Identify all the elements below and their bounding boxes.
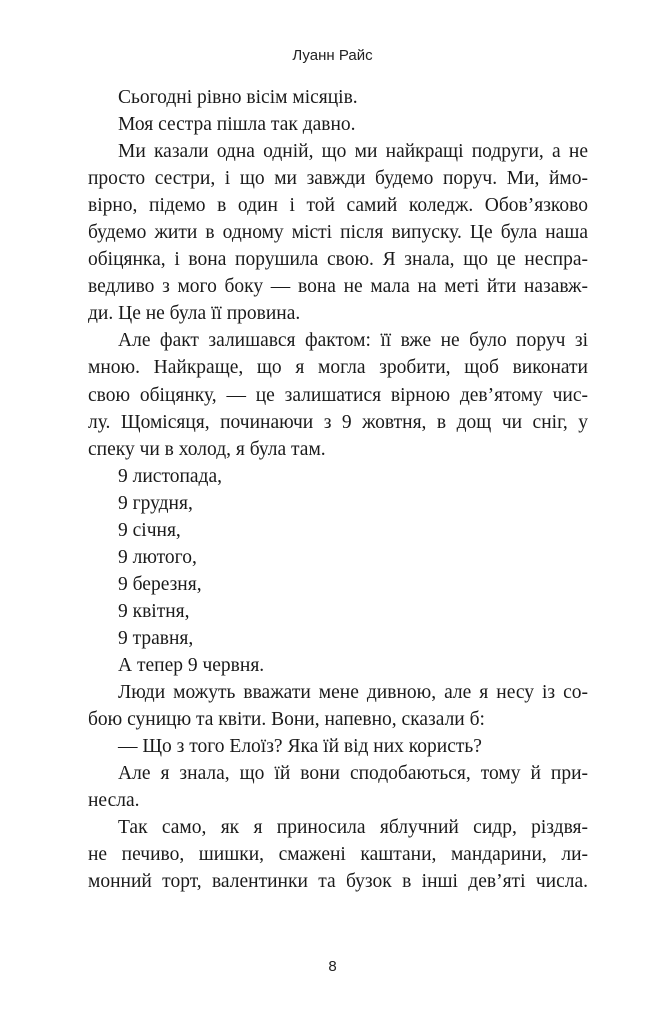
paragraph — [88, 84, 588, 111]
text-line: монний торт, валентинки та бузок в інші дев’яті числа. — [88, 871, 588, 893]
paragraph — [88, 490, 588, 517]
text-line: мною. Найкраще, що я могла зробити, щоб виконати — [88, 357, 588, 379]
running-header-author: Луанн Райс — [292, 47, 373, 64]
text-line: Але факт залишався фактом: її вже не було поруч зі — [118, 330, 588, 352]
text-line: — Що з того Елоїз? Яка їй від них користь? — [118, 736, 482, 758]
paragraph — [88, 517, 588, 544]
text-line: спеку чи в холод, я була там. — [88, 438, 326, 460]
paragraph — [88, 625, 588, 652]
text-line: будемо жити в одному місті після випуску. Це була наша — [88, 222, 588, 244]
paragraph — [88, 598, 588, 625]
text-line: Але я знала, що їй вони сподобаються, тому й при- — [118, 763, 588, 785]
text-line: 9 квітня, — [118, 600, 190, 622]
paragraph — [88, 760, 588, 814]
text-line: 9 лютого, — [118, 546, 197, 568]
paragraph — [88, 733, 588, 760]
text-line: Так само, як я приносила яблучний сидр, різдвя- — [118, 817, 588, 839]
text-line: свою обіцянку, — це залишатися вірною дев’ятому чис- — [88, 384, 588, 406]
paragraph — [88, 463, 588, 490]
paragraph — [88, 327, 588, 462]
body-text — [88, 84, 588, 895]
text-line: ди. Це не була її провина. — [88, 303, 301, 325]
text-line: А тепер 9 червня. — [118, 654, 265, 676]
text-line: 9 травня, — [118, 627, 194, 649]
text-line: 9 березня, — [118, 573, 202, 595]
paragraph — [88, 652, 588, 679]
text-line: 9 грудня, — [118, 492, 193, 514]
text-line: Моя сестра пішла так давно. — [118, 114, 356, 136]
text-line: ведливо з мого боку — вона не мала на меті йти назавж- — [88, 276, 588, 298]
text-line: вірно, підемо в один і той самий коледж. Обов’язково — [88, 195, 588, 217]
text-line: обіцянка, і вона порушила свою. Я знала, що це неспра- — [88, 249, 588, 271]
text-line: бою суницю та квіти. Вони, напевно, сказали б: — [88, 709, 485, 731]
paragraph — [88, 679, 588, 733]
paragraph — [88, 111, 588, 138]
text-line: несла. — [88, 790, 140, 812]
paragraph — [88, 814, 588, 895]
text-line: просто сестри, і що ми завжди будемо поруч. Ми, ймо- — [88, 168, 588, 190]
paragraph — [88, 544, 588, 571]
text-line: не печиво, шишки, смажені каштани, мандарини, ли- — [88, 844, 588, 866]
text-line: 9 січня, — [118, 519, 181, 541]
text-line: 9 листопада, — [118, 465, 223, 487]
paragraph — [88, 138, 588, 327]
text-line: лу. Щомісяця, починаючи з 9 жовтня, в дощ чи сніг, у — [88, 411, 588, 433]
paragraph — [88, 571, 588, 598]
text-line: Ми казали одна одній, що ми найкращі подруги, а не — [118, 141, 588, 163]
text-line: Сьогодні рівно вісім місяців. — [118, 87, 358, 108]
page-number: 8 — [328, 958, 337, 975]
text-line: Люди можуть вважати мене дивною, але я несу із со- — [118, 682, 588, 704]
